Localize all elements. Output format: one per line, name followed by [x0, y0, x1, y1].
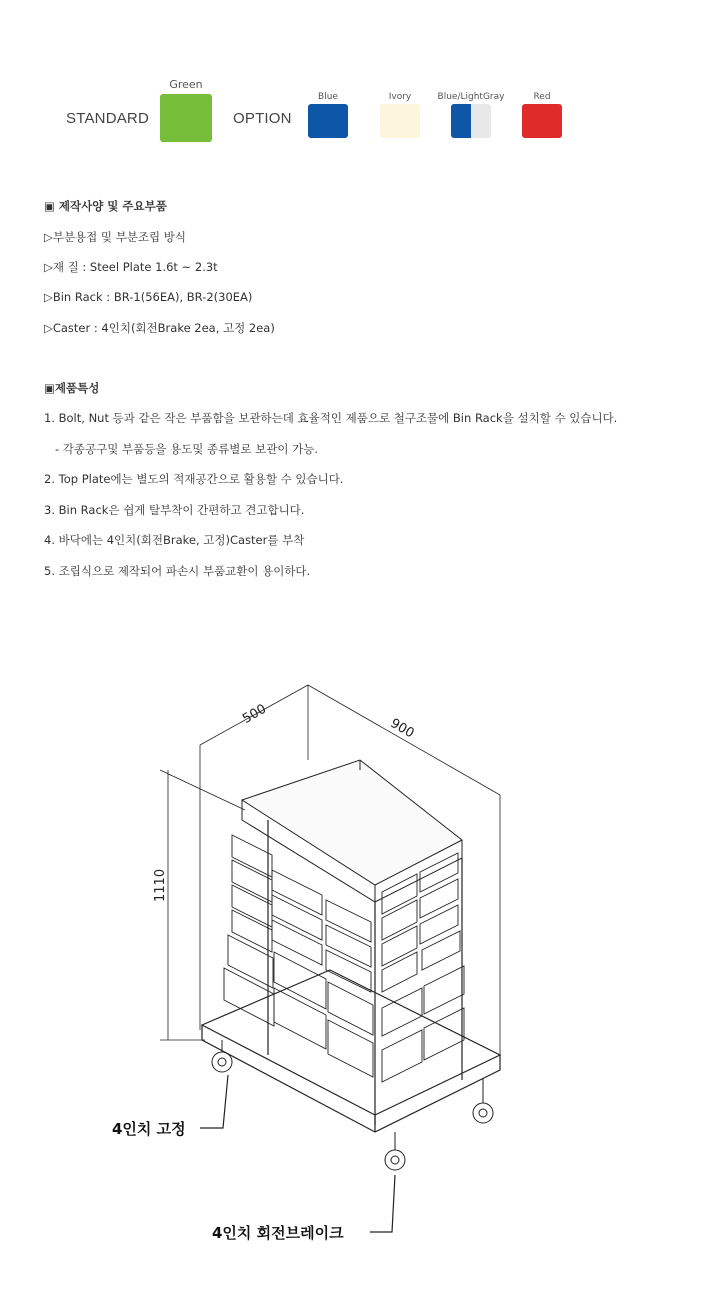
- features-heading: ▣제품특성: [44, 381, 100, 395]
- bin-rack-drawing: [150, 670, 530, 1260]
- casters: [212, 1040, 493, 1170]
- spec-item: ▷부분용접 및 부분조립 방식: [44, 230, 187, 244]
- swatch-green: [160, 94, 212, 142]
- feature-item: 2. Top Plate에는 별도의 적재공간으로 활용할 수 있습니다.: [44, 472, 344, 486]
- swatch-ivory: [380, 104, 420, 138]
- feature-item: - 각종공구및 부품등을 용도및 종류별로 보관이 가능.: [44, 442, 318, 456]
- feature-item: 3. Bin Rack은 쉽게 탈부착이 간편하고 견고합니다.: [44, 503, 305, 517]
- callout-leaders: [200, 1075, 395, 1232]
- spec-item: ▷Bin Rack : BR-1(56EA), BR-2(30EA): [44, 290, 253, 304]
- swatch-name-red: Red: [533, 92, 551, 102]
- dim-height: 1110: [153, 868, 168, 902]
- swatch-name-blue-lightgray: Blue/LightGray: [437, 92, 505, 102]
- dim-width: 900: [387, 715, 417, 742]
- callout-swivel-brake-caster: 4인치 회전브레이크: [212, 1224, 344, 1242]
- specs-heading: ▣ 제작사양 및 주요부품: [44, 199, 167, 213]
- top-tray: [242, 760, 462, 902]
- bins-right: [382, 853, 464, 1082]
- swatch-blue-lightgray: [451, 104, 491, 138]
- spec-item: ▷재 질 : Steel Plate 1.6t ~ 2.3t: [44, 260, 218, 274]
- swatch-blue: [308, 104, 348, 138]
- swatch-name-green: Green: [169, 78, 203, 91]
- standard-label: STANDARD: [66, 110, 149, 127]
- spec-item: ▷Caster : 4인치(회전Brake 2ea, 고정 2ea): [44, 321, 275, 335]
- swatch-name-ivory: Ivory: [388, 92, 412, 102]
- swatch-red: [522, 104, 562, 138]
- feature-item: 5. 조립식으로 제작되어 파손시 부품교환이 용이하다.: [44, 564, 311, 578]
- option-label: OPTION: [233, 110, 292, 127]
- dim-depth: 500: [240, 701, 270, 727]
- callout-fixed-caster: 4인치 고정: [112, 1120, 186, 1138]
- swatch-name-blue: Blue: [318, 92, 338, 102]
- feature-item: 4. 바닥에는 4인치(회전Brake, 고정)Caster를 부착: [44, 533, 305, 547]
- bins-left: [224, 835, 373, 1077]
- feature-item: 1. Bolt, Nut 등과 같은 작은 부품함을 보관하는데 효율적인 제품으로 철구조물에 Bin Rack을 설치할 수 있습니다.: [44, 411, 618, 425]
